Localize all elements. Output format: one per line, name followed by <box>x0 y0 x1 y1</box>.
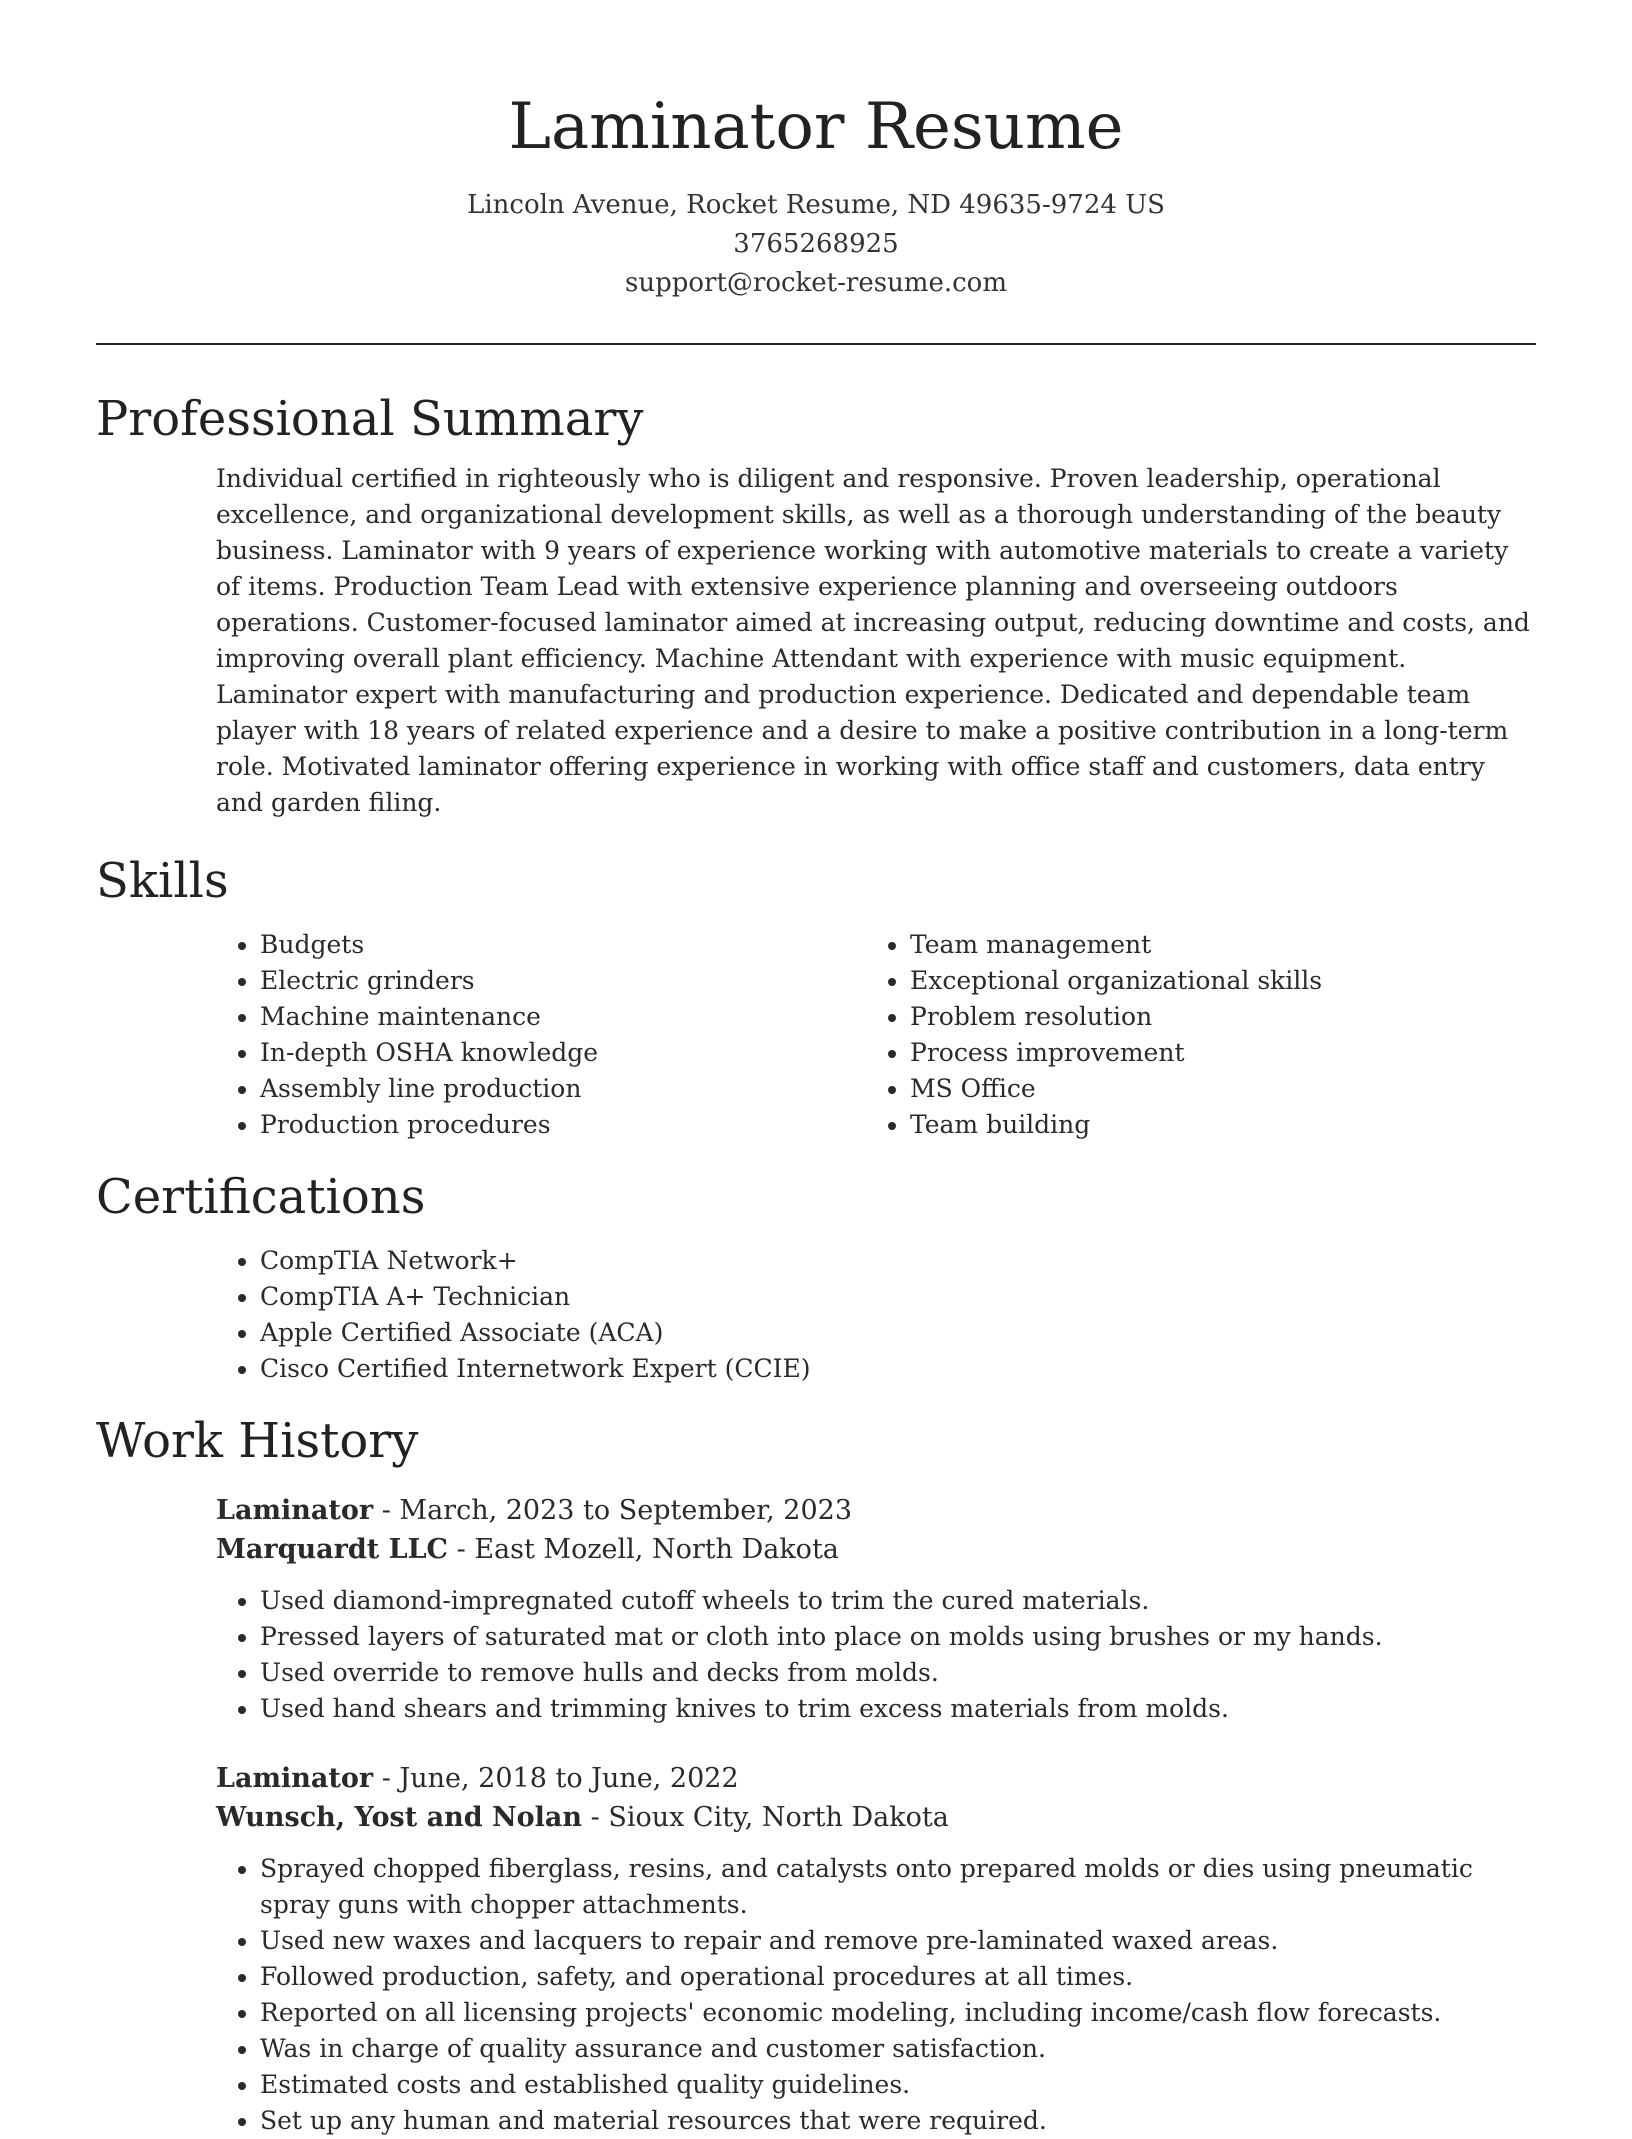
skills-column-right <box>866 927 1516 1143</box>
summary-text: Individual certified in righteously who is diligent and responsive. Proven leadership, operational excellence, and organizational development skills, as well as a thorough understanding of the beauty business. Laminator with 9 years of experience working with automotive materials to create a variety of items. Production Team Lead with extensive experience planning and overseeing outdoors operations. Customer-focused laminator aimed at increasing output, reducing downtime and costs, and improving overall plant efficiency. Machine Attendant with experience with music equipment. Laminator expert with manufacturing and production experience. Dedicated and dependable team player with 18 years of related experience and a desire to make a positive contribution in a long-term role. Motivated laminator offering experience in working with office staff and customers, data entry and garden filing. <box>216 464 1530 817</box>
skill-item: • Exceptional organizational skills <box>910 963 1516 999</box>
resume-page <box>96 0 1536 2139</box>
job-duty: • Sprayed chopped fiberglass, resins, and catalysts onto prepared molds or dies using pneumatic spray guns with chopper attachments. <box>260 1851 1536 1923</box>
job-duty: • Used diamond-impregnated cutoff wheels to trim the cured materials. <box>260 1583 1536 1619</box>
skill-item: • Electric grinders <box>260 963 866 999</box>
certifications-section <box>96 1165 1536 1387</box>
job-duty: • Pressed layers of saturated mat or cloth into place on molds using brushes or my hands. <box>260 1619 1536 1655</box>
certifications-list <box>216 1243 1536 1387</box>
phone: 3765268925 <box>733 229 899 259</box>
contact-info <box>96 186 1536 303</box>
job-company: Wunsch, Yost and Nolan <box>216 1802 583 1833</box>
job-duty: • Estimated costs and established quality guidelines. <box>260 2067 1536 2103</box>
job-company-line <box>216 1530 1536 1569</box>
job-title-line <box>216 1491 1536 1530</box>
resume-title: Laminator Resume <box>508 90 1124 164</box>
job-entry <box>216 1759 1536 2139</box>
skill-item: • Team management <box>910 927 1516 963</box>
job-dates: - March, 2023 to September, 2023 <box>373 1495 853 1526</box>
job-duty: • Used override to remove hulls and decks from molds. <box>260 1655 1536 1691</box>
work-history-section <box>96 1409 1536 2139</box>
skill-item: • In-depth OSHA knowledge <box>260 1035 866 1071</box>
skills-heading: Skills <box>96 853 229 909</box>
job-role: Laminator <box>216 1495 374 1526</box>
skill-item: • Assembly line production <box>260 1071 866 1107</box>
certification-item: • Cisco Certified Internetwork Expert (CCIE) <box>260 1351 1536 1387</box>
job-location: - East Mozell, North Dakota <box>448 1534 839 1565</box>
job-location: - Sioux City, North Dakota <box>582 1802 949 1833</box>
skills-columns <box>216 927 1536 1143</box>
skill-item: • Process improvement <box>910 1035 1516 1071</box>
job-dates: - June, 2018 to June, 2022 <box>373 1763 739 1794</box>
job-title-line <box>216 1759 1536 1798</box>
skill-item: • Problem resolution <box>910 999 1516 1035</box>
skill-item: • Budgets <box>260 927 866 963</box>
job-role: Laminator <box>216 1763 374 1794</box>
job-company: Marquardt LLC <box>216 1534 449 1565</box>
address: Lincoln Avenue, Rocket Resume, ND 49635-9724 US <box>467 190 1165 220</box>
certification-item: • CompTIA A+ Technician <box>260 1279 1536 1315</box>
skill-item: • Team building <box>910 1107 1516 1143</box>
certification-item: • Apple Certified Associate (ACA) <box>260 1315 1536 1351</box>
skills-section <box>96 849 1536 1143</box>
job-duty: • Used new waxes and lacquers to repair and remove pre-laminated waxed areas. <box>260 1923 1536 1959</box>
job-duty: • Followed production, safety, and operational procedures at all times. <box>260 1959 1536 1995</box>
certification-item: • CompTIA Network+ <box>260 1243 1536 1279</box>
skill-item: • MS Office <box>910 1071 1516 1107</box>
work-history-heading: Work History <box>96 1413 419 1469</box>
job-duty: • Was in charge of quality assurance and customer satisfaction. <box>260 2031 1536 2067</box>
email: support@rocket-resume.com <box>624 268 1007 298</box>
header-divider <box>96 343 1536 345</box>
summary-section <box>96 387 1536 821</box>
summary-heading: Professional Summary <box>96 391 644 447</box>
skill-item: • Machine maintenance <box>260 999 866 1035</box>
skill-item: • Production procedures <box>260 1107 866 1143</box>
resume-header <box>96 0 1536 303</box>
job-duty: • Used hand shears and trimming knives to trim excess materials from molds. <box>260 1691 1536 1727</box>
certifications-heading: Certifications <box>96 1169 426 1225</box>
skills-column-left <box>216 927 866 1143</box>
job-duty: • Reported on all licensing projects' economic modeling, including income/cash flow forecasts. <box>260 1995 1536 2031</box>
job-company-line <box>216 1798 1536 1837</box>
job-entry <box>216 1491 1536 1727</box>
job-duty: • Set up any human and material resources that were required. <box>260 2103 1536 2139</box>
